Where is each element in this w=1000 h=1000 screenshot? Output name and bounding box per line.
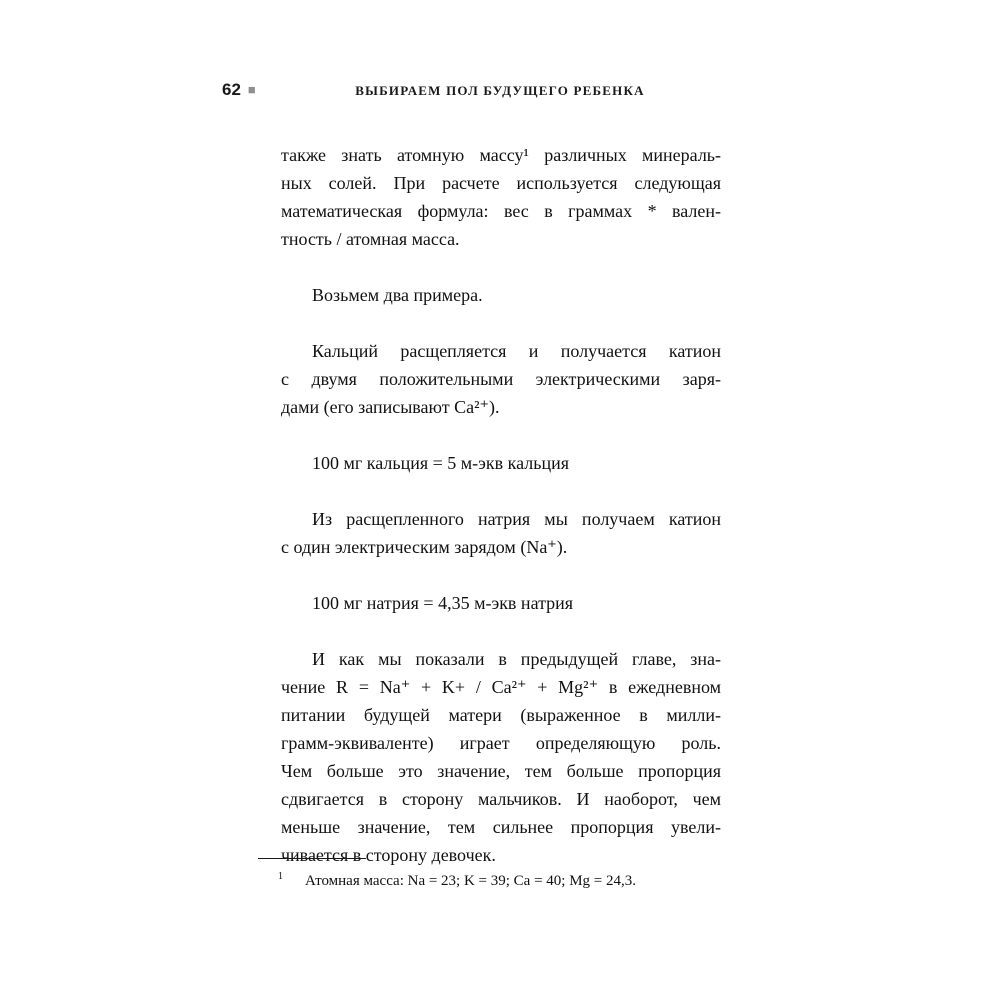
text-line: И как мы показали в предыдущей главе, зна- bbox=[312, 649, 721, 669]
text-line: чение R = Na⁺ + K+ / Ca²⁺ + Mg²⁺ в ежедневном bbox=[281, 677, 721, 697]
text-line: 100 мг кальция = 5 м-экв кальция bbox=[312, 453, 569, 473]
paragraph bbox=[281, 141, 721, 253]
text-line: Из расщепленного натрия мы получаем катион bbox=[312, 509, 721, 529]
paragraph bbox=[281, 337, 721, 421]
page-number: 62 bbox=[222, 80, 241, 99]
text-line: Чем больше это значение, тем больше пропорция bbox=[281, 761, 721, 781]
text-line: тность / атомная масса. bbox=[281, 229, 460, 249]
text-line: питании будущей матери (выраженное в милли- bbox=[281, 705, 721, 725]
paragraph bbox=[281, 645, 721, 869]
running-header bbox=[0, 80, 1000, 104]
text-line: ных солей. При расчете используется следующая bbox=[281, 173, 721, 193]
footnote bbox=[278, 866, 724, 892]
text-line: с один электрическим зарядом (Na⁺). bbox=[281, 537, 568, 557]
paragraph bbox=[281, 505, 721, 561]
text-line: также знать атомную массу¹ различных минераль- bbox=[281, 145, 721, 165]
text-line: Кальций расщепляется и получается катион bbox=[312, 341, 721, 361]
footnote-text: Атомная масса: Na = 23; K = 39; Ca = 40; Mg = 24,3. bbox=[305, 873, 637, 889]
text-line: 100 мг натрия = 4,35 м-экв натрия bbox=[312, 593, 574, 613]
text-line: с двумя положительными электрическими заря- bbox=[281, 369, 721, 389]
text-line: грамм-эквиваленте) играет определяющую роль. bbox=[281, 733, 721, 753]
text-line: математическая формула: вес в граммах * вален- bbox=[281, 201, 721, 221]
body-text bbox=[281, 141, 721, 897]
text-line: сдвигается в сторону мальчиков. И наоборот, чем bbox=[281, 789, 721, 809]
footnote-marker: 1 bbox=[278, 871, 283, 882]
text-line: чивается в сторону девочек. bbox=[281, 845, 496, 865]
running-title: ВЫБИРАЕМ ПОЛ БУДУЩЕГО РЕБЕНКА bbox=[355, 83, 645, 98]
square-ornament-icon: ■ bbox=[247, 82, 256, 97]
paragraph bbox=[281, 589, 721, 617]
paragraph bbox=[281, 449, 721, 477]
text-line: Возьмем два примера. bbox=[312, 285, 483, 305]
text-line: меньше значение, тем сильнее пропорция увели- bbox=[281, 817, 721, 837]
text-line: дами (его записывают Ca²⁺). bbox=[281, 397, 500, 417]
footnote-divider bbox=[258, 858, 366, 859]
paragraph bbox=[281, 281, 721, 309]
